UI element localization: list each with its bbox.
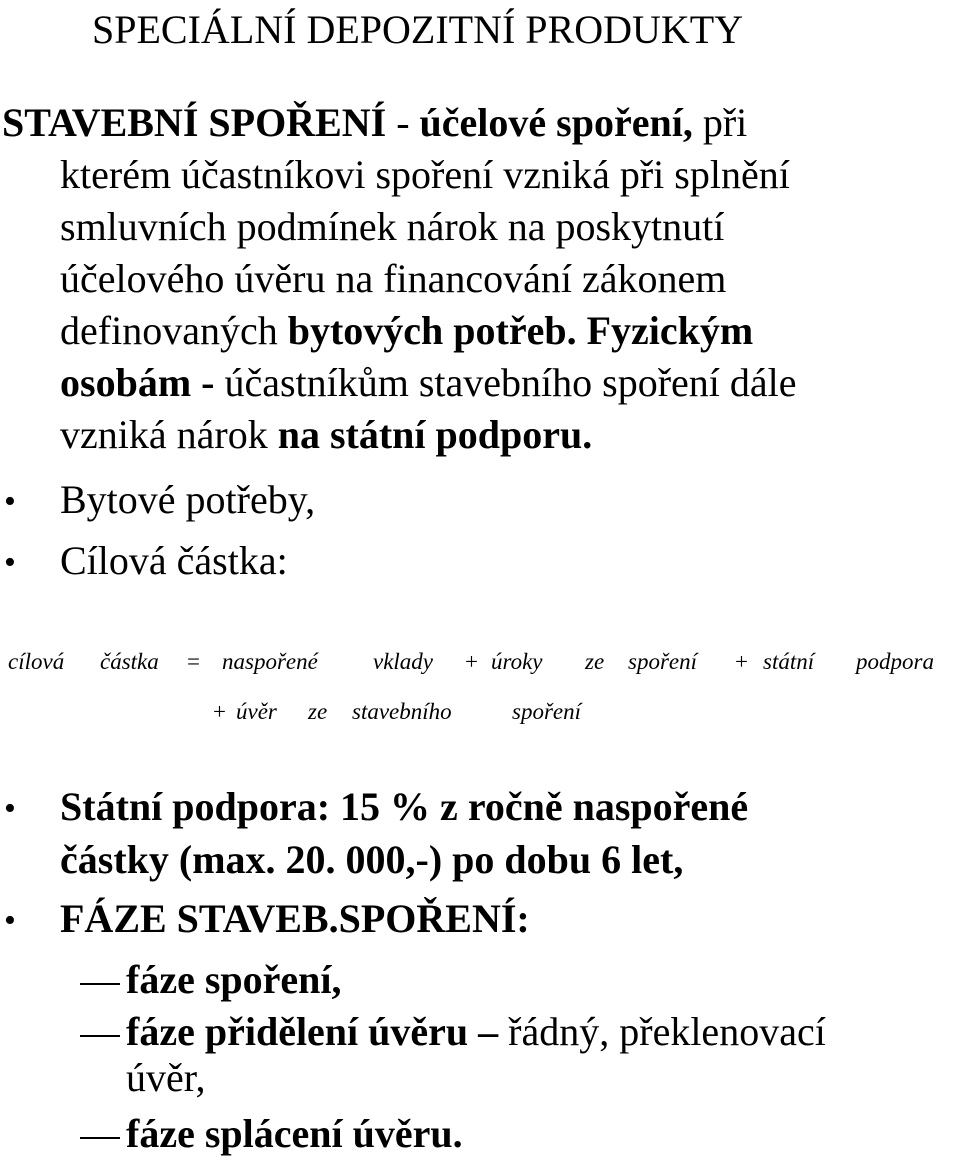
formula-word: úroky [491, 649, 543, 674]
bullet-bytove-potreby: Bytové potřeby, [60, 477, 316, 522]
definition-line-6-a: osobám - [60, 360, 225, 405]
bullet-icon: • [4, 544, 16, 581]
definition-line-1 [2, 99, 747, 147]
formula-word: spoření [628, 649, 697, 674]
formula-word: státní [763, 649, 815, 674]
definition-line-2: kterém účastníkovi spoření vzniká při splnění [60, 152, 790, 197]
bullet-icon: • [4, 790, 16, 827]
formula-word: podpora [856, 649, 934, 674]
bullet-statni-podpora-line-2: částky (max. 20. 000,-) po dobu 6 let, [60, 837, 684, 882]
formula-word: naspořené [222, 649, 318, 674]
formula-word: úvěr [236, 699, 277, 724]
bullet-icon: • [4, 902, 16, 939]
dash-icon [80, 1137, 120, 1139]
formula-word: ze [585, 649, 605, 674]
dash-icon [80, 983, 120, 985]
phase-prideleni-dash: – [468, 1009, 509, 1054]
phase-prideleni-cont: úvěr, [126, 1055, 206, 1100]
page-title: SPECIÁLNÍ DEPOZITNÍ PRODUKTY [92, 7, 744, 52]
phase-prideleni [126, 1008, 826, 1056]
definition-line-4: účelového úvěru na financování zákonem [60, 256, 727, 301]
term-separator: - [386, 100, 420, 145]
definition-line-3: smluvních podmínek nárok na poskytnutí [60, 204, 725, 249]
formula-equals: = [187, 649, 200, 674]
definition-line-7 [60, 411, 592, 459]
definition-line-7-b: na státní podporu. [277, 412, 593, 457]
dash-icon [80, 1035, 120, 1037]
formula-plus: + [465, 649, 478, 674]
bullet-statni-podpora-line-1: Státní podpora: 15 % z ročně naspořené [60, 784, 749, 829]
bullet-faze: FÁZE STAVEB.SPOŘENÍ: [60, 896, 530, 941]
phase-splaceni: fáze splácení úvěru. [126, 1111, 463, 1156]
definition-line-5-a: definovaných [60, 308, 288, 353]
formula-word: spoření [512, 699, 581, 724]
definition-line-5-b: bytových potřeb. Fyzickým [287, 308, 754, 353]
formula-word: ze [308, 699, 328, 724]
formula-word: cílová [8, 649, 65, 674]
definition-line-5 [60, 307, 753, 355]
definition-line-6-b: účastníkům stavebního spoření dále [224, 360, 797, 405]
term-stavebni-sporeni: STAVEBNÍ SPOŘENÍ [2, 100, 387, 145]
bullet-cilova-castka: Cílová částka: [60, 538, 288, 583]
formula-word: vklady [373, 649, 434, 674]
bullet-icon: • [4, 483, 16, 520]
formula-plus: + [735, 649, 748, 674]
phase-prideleni-title: fáze přidělení úvěru [126, 1009, 469, 1054]
formula-plus: + [213, 699, 226, 724]
formula-word: částka [100, 649, 159, 674]
phase-prideleni-desc: řádný, překlenovací [508, 1009, 826, 1054]
formula [0, 648, 960, 738]
formula-word: stavebního [352, 699, 452, 724]
definition-line-7-a: vzniká nárok [60, 412, 278, 457]
definition-line-6 [60, 359, 797, 407]
phase-sporeni: fáze spoření, [126, 957, 342, 1002]
term-ucelove-sporeni: účelové spoření, [419, 100, 693, 145]
definition-line-1-rest: při [692, 100, 748, 145]
